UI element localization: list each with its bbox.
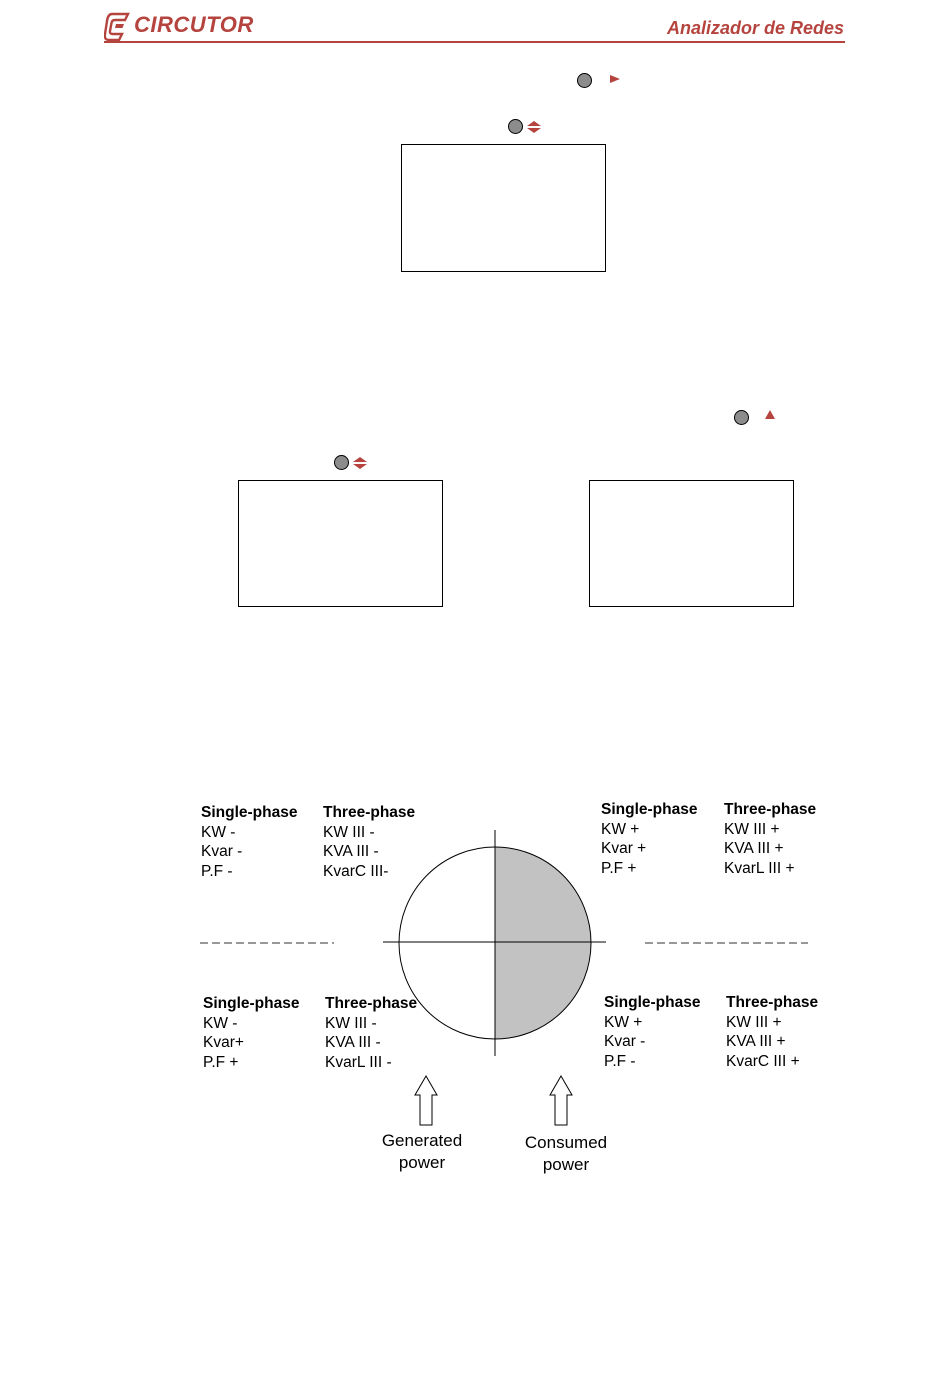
caption-line: power xyxy=(398,1153,446,1172)
generated-arrow-icon xyxy=(415,1076,437,1125)
document-title: Analizador de Redes xyxy=(666,18,844,38)
label-line: KvarL III - xyxy=(325,1053,392,1071)
label-line: P.F + xyxy=(203,1053,239,1071)
label-line: KW III + xyxy=(726,1013,782,1031)
label-line: KVA III - xyxy=(325,1034,381,1051)
consumed-half-shading xyxy=(495,847,591,1039)
quadrant-bottom-right-single-phase xyxy=(604,993,700,1071)
label-line: P.F - xyxy=(201,862,233,880)
label-line: KvarC III + xyxy=(726,1052,800,1070)
quadrant-bottom-right-three-phase xyxy=(726,993,818,1071)
label-heading: Single-phase xyxy=(601,801,698,818)
caption-line: Consumed xyxy=(524,1133,608,1152)
label-line: KW III - xyxy=(323,823,375,841)
label-line: KW + xyxy=(601,820,640,838)
label-heading: Three-phase xyxy=(323,804,416,821)
quadrant-bottom-left-three-phase xyxy=(325,994,417,1072)
quadrant-top-right-single-phase xyxy=(601,800,697,878)
caption-line: power xyxy=(542,1155,590,1174)
label-heading: Three-phase xyxy=(724,801,817,818)
consumed-power-caption xyxy=(506,1132,626,1176)
brand-name: CIRCUTOR xyxy=(134,12,254,37)
label-line: KVA III - xyxy=(323,843,379,860)
label-line: KW III - xyxy=(325,1014,377,1032)
label-line: KVA III + xyxy=(724,840,784,857)
consumed-arrow-icon xyxy=(550,1076,572,1125)
label-heading: Three-phase xyxy=(325,995,418,1012)
quadrant-top-left-three-phase xyxy=(323,803,415,881)
quadrant-top-left-single-phase xyxy=(201,803,297,881)
caption-line: Generated xyxy=(381,1131,463,1150)
generated-power-caption xyxy=(362,1130,482,1174)
label-line: KW - xyxy=(203,1014,238,1032)
label-line: Kvar - xyxy=(201,843,243,860)
label-line: KvarC III- xyxy=(323,862,389,880)
label-line: Kvar+ xyxy=(203,1034,244,1051)
label-line: Kvar + xyxy=(601,840,647,857)
label-line: KvarL III + xyxy=(724,859,795,877)
quadrant-bottom-left-single-phase xyxy=(203,994,299,1072)
label-line: KW - xyxy=(201,823,236,841)
label-line: KVA III + xyxy=(726,1033,786,1050)
label-heading: Single-phase xyxy=(604,994,701,1011)
label-line: P.F - xyxy=(604,1052,636,1070)
label-heading: Single-phase xyxy=(201,804,298,821)
label-line: KW + xyxy=(604,1013,643,1031)
label-line: Kvar - xyxy=(604,1033,646,1050)
label-line: KW III + xyxy=(724,820,780,838)
label-heading: Single-phase xyxy=(203,995,300,1012)
label-line: P.F + xyxy=(601,859,637,877)
quadrant-top-right-three-phase xyxy=(724,800,816,878)
label-heading: Three-phase xyxy=(726,994,819,1011)
